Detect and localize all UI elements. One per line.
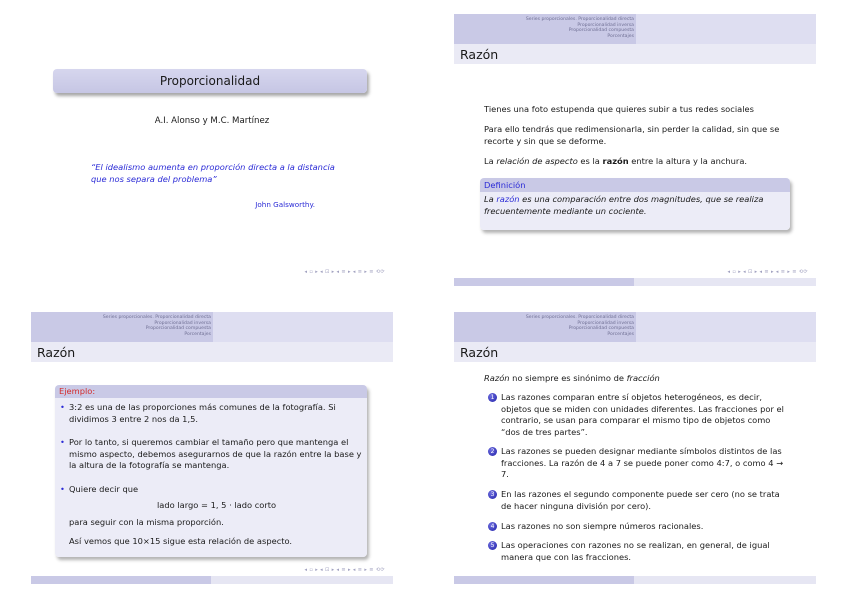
frame-title: Razón xyxy=(37,345,76,360)
enum-item xyxy=(490,521,791,533)
intro-fraccion: fracción xyxy=(626,373,660,383)
item-text: Por lo tanto, si queremos cambiar el tamaño pero que mantenga el mismo aspecto, debemos asegurarnos de que la razón entre la base y la altura de la fotografía se mantenga. xyxy=(69,437,362,470)
p3-aspect: relación de aspecto xyxy=(496,156,578,166)
nav-section-3[interactable]: Proporcionalidad compuesta xyxy=(145,326,211,332)
nav-section-1[interactable]: Series proporcionales. Proporcionalidad directa xyxy=(102,315,211,320)
enum-number-icon: 2 xyxy=(488,447,497,456)
nav-controls[interactable]: ◂ ▫ ▸ ◂ ⊡ ▸ ◂ ≡ ▸ ◂ ≡ ▸ ≡ ⟲⟳ xyxy=(727,269,808,275)
def-razon: razón xyxy=(496,194,520,204)
slide-razon-example xyxy=(31,312,393,584)
slide-razon-vs-fraccion xyxy=(454,312,816,584)
enum-number-icon: 3 xyxy=(488,490,497,499)
footer-bar xyxy=(454,576,816,584)
example-body xyxy=(55,398,367,557)
intro-line xyxy=(484,373,660,383)
paragraph-3 xyxy=(484,156,790,168)
authors: A.I. Alonso y M.C. Martínez xyxy=(154,116,270,126)
example-title: Ejemplo: xyxy=(55,385,367,398)
enum-text: Las razones no son siempre números racionales. xyxy=(501,521,704,531)
nav-section-1[interactable]: Series proporcionales. Proporcionalidad directa xyxy=(525,17,634,22)
p3-c: es la xyxy=(577,156,603,166)
frame-title-bar xyxy=(31,342,393,362)
footer-left xyxy=(454,278,634,286)
frame-title: Razón xyxy=(460,47,499,62)
nav-section-2[interactable]: Proporcionalidad inversa xyxy=(154,320,211,326)
definition-block xyxy=(480,178,790,230)
nav-section-4[interactable]: Porcentajes xyxy=(607,331,634,337)
p3-a: La xyxy=(484,156,497,166)
header-bar xyxy=(31,312,393,342)
nav-section-2[interactable]: Proporcionalidad inversa xyxy=(577,22,634,28)
enum-text: En las razones el segundo componente puede ser cero (no se trata de hacer ninguna división por cero). xyxy=(501,489,780,511)
section-nav[interactable] xyxy=(35,315,211,337)
p3-razon: razón xyxy=(602,156,629,166)
enum-item xyxy=(490,446,791,481)
bullet-icon: • xyxy=(60,402,65,412)
enum-text: Las operaciones con razones no se realizan, en general, de igual manera que con las fracciones. xyxy=(501,540,770,562)
header-right xyxy=(636,14,816,44)
paragraph-1: Tienes una foto estupenda que quieres subir a tus redes sociales xyxy=(484,104,754,114)
nav-section-4[interactable]: Porcentajes xyxy=(184,331,211,337)
enum-number-icon: 5 xyxy=(488,541,497,550)
bullet-icon: • xyxy=(60,484,65,494)
header-bar xyxy=(454,312,816,342)
nav-controls[interactable]: ◂ ▫ ▸ ◂ ⊡ ▸ ◂ ≡ ▸ ◂ ≡ ▸ ≡ ⟲⟳ xyxy=(304,269,385,275)
nav-section-1[interactable]: Series proporcionales. Proporcionalidad directa xyxy=(525,315,634,320)
enum-number-icon: 1 xyxy=(488,393,497,402)
item-text: 3:2 es una de las proporciones más comunes de la fotografía. Si dividimos 3 entre 2 nos da 1,5. xyxy=(69,402,336,424)
enum-item xyxy=(490,392,791,438)
nav-controls[interactable]: ◂ ▫ ▸ ◂ ⊡ ▸ ◂ ≡ ▸ ◂ ≡ ▸ ≡ ⟲⟳ xyxy=(304,567,385,573)
bullet-icon: • xyxy=(60,437,65,447)
enum-text: Las razones se pueden designar mediante símbolos distintos de las fracciones. La razón de 4 a 7 se puede poner como 4:7, o como 4 → 7. xyxy=(501,446,784,479)
nav-section-3[interactable]: Proporcionalidad compuesta xyxy=(568,326,634,332)
footer-left xyxy=(31,576,211,584)
def-a: La xyxy=(484,194,497,204)
frame-title-bar xyxy=(454,342,816,362)
header-right xyxy=(213,312,393,342)
intro-razon: Razón xyxy=(484,373,510,383)
footer-bar xyxy=(454,278,816,286)
section-nav[interactable] xyxy=(458,315,634,337)
list-item xyxy=(60,437,363,472)
nav-section-2[interactable]: Proporcionalidad inversa xyxy=(577,320,634,326)
header-right xyxy=(636,312,816,342)
conclusion-line: Así vemos que 10×15 sigue esta relación de aspecto. xyxy=(69,536,293,546)
frame-title-bar xyxy=(454,44,816,64)
footer-left xyxy=(454,576,634,584)
list-item xyxy=(60,484,363,496)
frame-title: Razón xyxy=(460,345,499,360)
enum-item xyxy=(490,489,791,512)
continuation-line: para seguir con la misma proporción. xyxy=(69,517,224,527)
presentation-title: Proporcionalidad xyxy=(53,69,367,93)
enum-item xyxy=(490,540,791,563)
section-nav[interactable] xyxy=(458,17,634,39)
slide-title xyxy=(31,14,393,286)
intro-middle: no siempre es sinónimo de xyxy=(509,373,627,383)
item-text: Quiere decir que xyxy=(69,484,139,494)
footer-bar xyxy=(31,576,393,584)
enum-number-icon: 4 xyxy=(488,522,497,531)
enum-text: Las razones comparan entre sí objetos heterogéneos, es decir, objetos que se miden con unidades diferentes. Las fracciones por el contrario, se usan para comparar el mismo tipo de objetos como “dos de tres partes”. xyxy=(501,392,784,437)
quote: “El idealismo aumenta en proporción directa a la distancia que nos separa del problema” xyxy=(91,162,335,184)
paragraph-2: Para ello tendrás que redimensionarla, sin perder la calidad, sin que se recorte y sin que se deforme. xyxy=(484,124,780,146)
header-bar xyxy=(454,14,816,44)
nav-section-3[interactable]: Proporcionalidad compuesta xyxy=(568,28,634,34)
nav-section-4[interactable]: Porcentajes xyxy=(607,33,634,39)
definition-body xyxy=(480,192,790,230)
list-item xyxy=(60,402,363,425)
definition-title: Definición xyxy=(480,178,790,192)
formula: lado largo = 1, 5 · lado corto xyxy=(157,500,277,510)
slide-razon-definition xyxy=(454,14,816,286)
example-block xyxy=(55,385,367,557)
def-c: es una comparación entre dos magnitudes, que se realiza frecuentemente mediante un cociente. xyxy=(484,194,764,216)
p3-e: entre la altura y la anchura. xyxy=(628,156,748,166)
quote-author: John Galsworthy. xyxy=(255,200,315,209)
